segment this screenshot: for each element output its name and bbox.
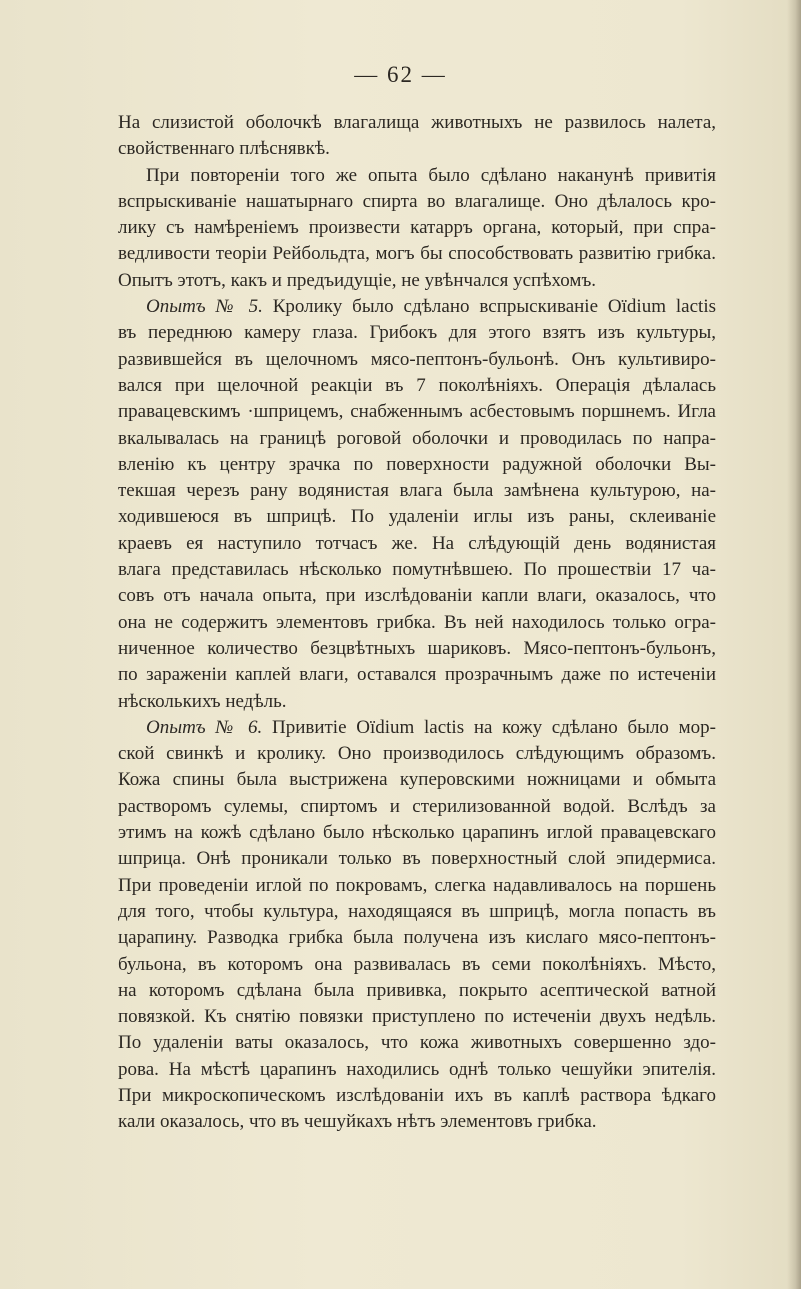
line-text: нѣсколькихъ недѣль. [118, 690, 287, 712]
text-line [118, 583, 716, 609]
line-text: Опытъ этотъ, какъ и предъидущіе, не увѣнчался успѣхомъ. [118, 269, 597, 291]
line-text: въ переднюю камеру глаза. Грибокъ для этого взятъ изъ культуры, [118, 322, 716, 344]
text-line [118, 689, 716, 715]
text-line [118, 978, 716, 1004]
text-line [118, 215, 716, 241]
text-line [118, 1109, 716, 1135]
text-line [118, 504, 716, 530]
text-line [118, 531, 716, 557]
line-text: царапину. Разводка грибка была получена изъ кислаго мясо-пептонъ- [118, 927, 716, 949]
text-line [118, 873, 716, 899]
text-line [118, 426, 716, 452]
text-line [118, 794, 716, 820]
line-text: текшая черезъ рану водянистая влага была замѣнена культурою, на- [118, 480, 716, 502]
line-text: рова. На мѣстѣ царапинъ находились однѣ только чешуйки эпителія. [118, 1058, 716, 1080]
text-line [118, 373, 716, 399]
line-text: растворомъ сулемы, спиртомъ и стерилизованной водой. Вслѣдъ за [118, 795, 716, 817]
text-line [118, 110, 716, 136]
line-text: вкалывалась на границѣ роговой оболочки и проводилась по напра- [118, 427, 716, 449]
text-line [118, 952, 716, 978]
text-line [118, 557, 716, 583]
text-line [118, 925, 716, 951]
line-text: ведливости теоріи Рейбольдта, могъ бы способствовать развитію грибка. [118, 243, 716, 265]
line-text: Кролику было сдѣлано вспрыскиваніе Oïdium lactis [262, 296, 716, 318]
text-line [118, 478, 716, 504]
experiment-heading: Опытъ № 5. [146, 296, 263, 318]
line-text: При повтореніи того же опыта было сдѣлано наканунѣ привитія [146, 164, 716, 186]
text-line [118, 320, 716, 346]
text-line [118, 136, 716, 162]
line-text: кали оказалось, что въ чешуйкахъ нѣтъ элементовъ грибка. [118, 1111, 597, 1133]
text-line [118, 846, 716, 872]
line-text: При микроскопическомъ изслѣдованіи ихъ въ каплѣ раствора ѣдкаго [118, 1084, 716, 1106]
line-text: повязкой. Къ снятію повязки приступлено по истеченіи двухъ недѣль. [118, 1006, 716, 1028]
text-line [118, 1030, 716, 1056]
text-line [118, 163, 716, 189]
text-line [118, 899, 716, 925]
line-text: лику съ намѣреніемъ произвести катарръ органа, который, при спра- [118, 217, 716, 239]
line-text: краевъ ея наступило тотчасъ же. На слѣдующій день водянистая [118, 532, 716, 554]
text-line [118, 399, 716, 425]
line-text: Кожа спины была выстрижена куперовскими ножницами и обмыта [118, 769, 716, 791]
line-text: По удаленіи ваты оказалось, что кожа животныхъ совершенно здо- [118, 1032, 716, 1054]
page-number: — 62 — [354, 62, 447, 87]
text-line [118, 820, 716, 846]
text-line [118, 347, 716, 373]
line-text: влага представилась нѣсколько помутнѣвшею. По прошествіи 17 ча- [118, 559, 716, 581]
text-line [118, 1057, 716, 1083]
text-line [118, 1083, 716, 1109]
line-text: этимъ на кожѣ сдѣлано было нѣсколько царапинъ иглой правацевскаго [118, 822, 716, 844]
line-text: развившейся въ щелочномъ мясо-пептонъ-бульонѣ. Онъ культивиро- [118, 348, 716, 370]
line-text: для того, чтобы культура, находящаяся въ шприцѣ, могла попасть въ [118, 900, 716, 922]
line-text: вспрыскиваніе нашатырнаго спирта во влагалище. Оно дѣлалось кро- [118, 190, 716, 212]
body-text [118, 110, 716, 1136]
line-text: На слизистой оболочкѣ влагалища животныхъ не развилось налета, [118, 112, 716, 133]
line-text: ходившеюся въ шприцѣ. По удаленіи иглы изъ раны, склеиваніе [118, 506, 716, 528]
line-text: шприца. Онѣ проникали только въ поверхностный слой эпидермиса. [118, 848, 716, 870]
line-text: Привитіе Oïdium lactis на кожу сдѣлано было мор- [262, 716, 716, 738]
line-text: она не содержитъ элементовъ грибка. Въ ней находилось только огра- [118, 611, 716, 633]
text-line [118, 452, 716, 478]
page-edge-shadow [787, 0, 801, 1289]
text-line [118, 741, 716, 767]
line-text: правацевскимъ ·шприцемъ, снабженнымъ асбестовымъ поршнемъ. Игла [118, 401, 716, 423]
line-text: свойственнаго плѣснявкѣ. [118, 138, 330, 160]
text-line [118, 268, 716, 294]
line-text: вался при щелочной реакціи въ 7 поколѣніяхъ. Операція дѣлалась [118, 374, 716, 396]
experiment-heading: Опытъ № 6. [146, 716, 263, 738]
line-text: ниченное количество безцвѣтныхъ шариковъ. Мясо-пептонъ-бульонъ, [118, 637, 716, 659]
text-line [118, 294, 716, 320]
text-line [118, 767, 716, 793]
line-text: вленію къ центру зрачка по поверхности радужной оболочки Вы- [118, 453, 716, 475]
text-line [118, 610, 716, 636]
text-line [118, 241, 716, 267]
line-text: на которомъ сдѣлана была прививка, покрыто асептической ватной [118, 979, 716, 1001]
text-line [118, 1004, 716, 1030]
text-line [118, 662, 716, 688]
line-text: бульона, въ которомъ она развивалась въ семи поколѣніяхъ. Мѣсто, [118, 953, 716, 975]
text-line [118, 715, 716, 741]
line-text: ской свинкѣ и кролику. Оно производилось слѣдующимъ образомъ. [118, 743, 716, 765]
text-line [118, 636, 716, 662]
line-text: При проведеніи иглой по покровамъ, слегка надавливалось на поршень [118, 874, 716, 896]
text-line [118, 189, 716, 215]
line-text: совъ отъ начала опыта, при изслѣдованіи капли влаги, оказалось, что [118, 585, 716, 607]
line-text: по зараженіи каплей влаги, оставался прозрачнымъ даже по истеченіи [118, 664, 716, 686]
